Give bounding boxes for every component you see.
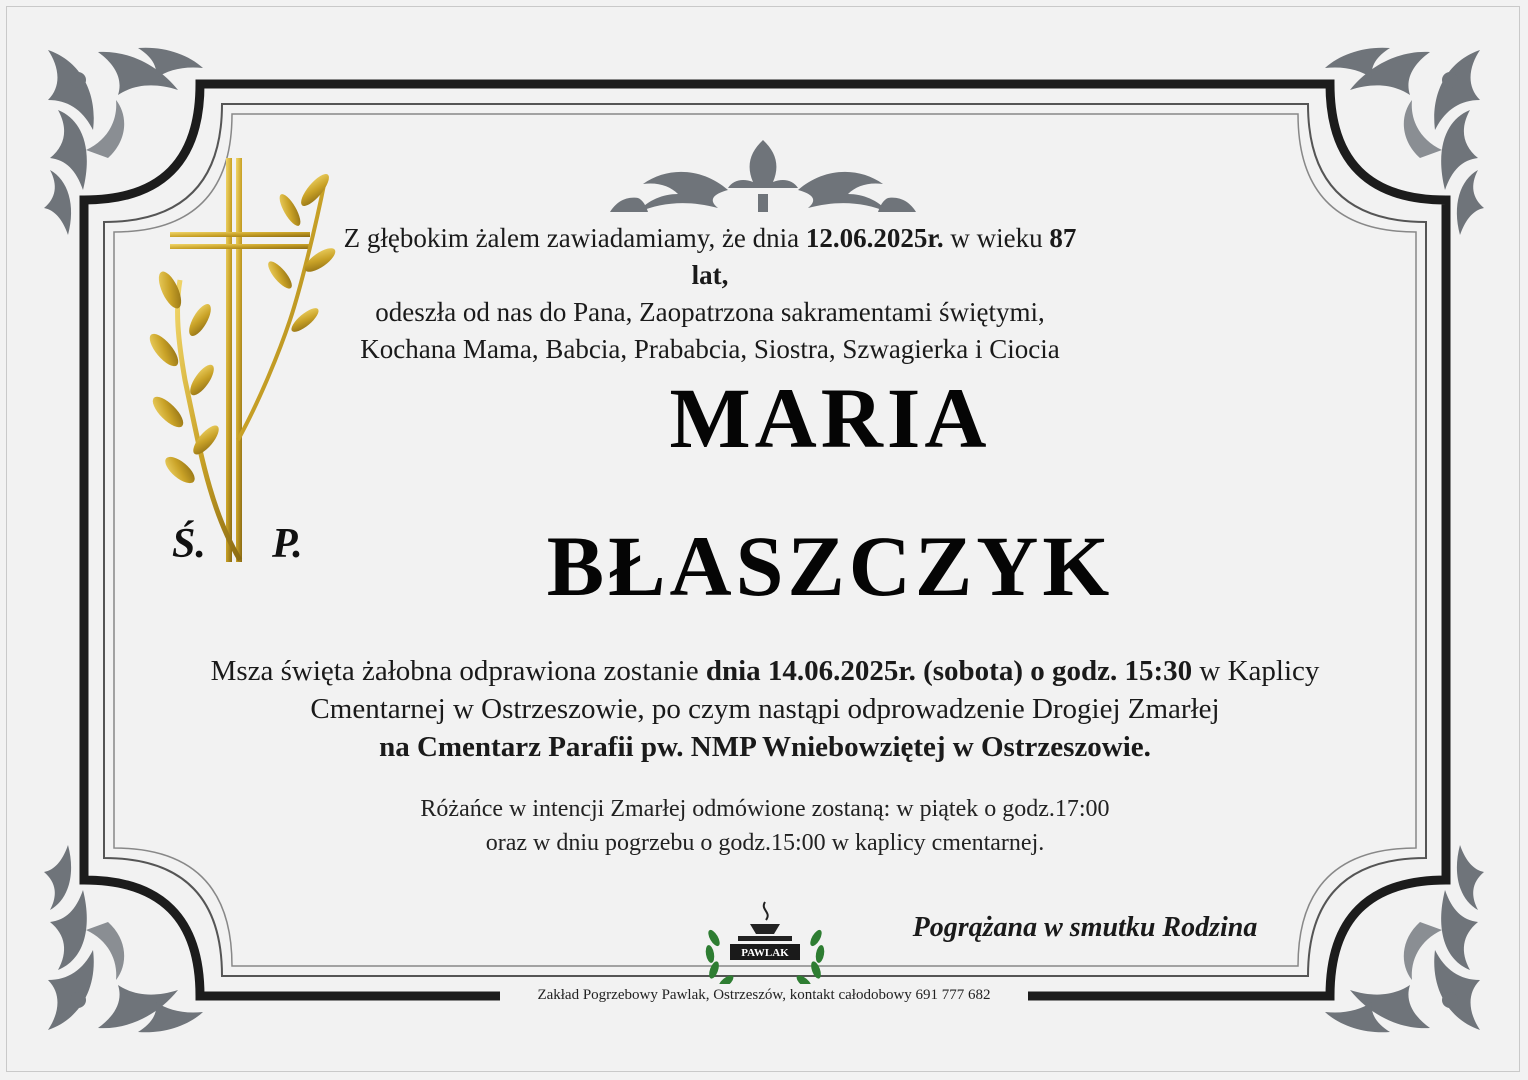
intro-line-1 xyxy=(330,220,1090,294)
intro-line-1-mid: w wieku xyxy=(943,223,1050,253)
intro-line-3: Kochana Mama, Babcia, Prababcia, Siostra, Szwagierka i Ciocia xyxy=(360,334,1060,364)
deceased-first-name: MARIA xyxy=(669,370,991,466)
mass-line-1-end: w Kaplicy xyxy=(1192,655,1320,687)
mass-line-2: Cmentarnej w Ostrzeszowie, po czym nastąpi odprowadzenie Drogiej Zmarłej xyxy=(310,693,1220,725)
funeral-home-logo-icon xyxy=(700,898,830,990)
logo-name: PAWLAK xyxy=(741,947,789,959)
mass-line-1 xyxy=(140,652,1390,690)
rosary-line-2: oraz w dniu pogrzebu o godz.15:00 w kaplicy cmentarnej. xyxy=(485,830,1045,856)
cross-with-olive-branch-icon xyxy=(140,150,340,570)
mass-line-3 xyxy=(140,728,1390,766)
corner-ornament-icon xyxy=(1320,40,1490,240)
death-date: 12.06.2025r. xyxy=(805,223,944,253)
family-signature: Pogrążana w smutku Rodzina xyxy=(912,912,1258,943)
mass-date-time: dnia 14.06.2025r. (sobota) o godz. 15:30 xyxy=(705,655,1193,687)
intro-line-1-start: Z głębokim żalem zawiadamiamy, że dnia xyxy=(343,223,806,253)
rosary-info xyxy=(340,792,1190,860)
mass-line-1-start: Msza święta żałobna odprawiona zostanie xyxy=(210,655,706,687)
deceased-last-name: BŁASZCZYK xyxy=(546,518,1114,614)
top-ornament-icon xyxy=(608,138,918,218)
cemetery-name: na Cmentarz Parafii pw. NMP Wniebowziętej w Ostrzeszowie. xyxy=(379,731,1151,763)
sp-right-letter: P. xyxy=(272,521,303,567)
sp-left-letter: Ś. xyxy=(172,521,206,567)
mass-info xyxy=(140,652,1390,766)
rosary-line-1: Różańce w intencji Zmarłej odmówione zostaną: w piątek o godz.17:00 xyxy=(420,796,1110,822)
intro-line-2: odeszła od nas do Pana, Zaopatrzona sakramentami świętymi, xyxy=(375,297,1045,327)
corner-ornament-icon xyxy=(38,840,208,1040)
age: 87 lat, xyxy=(691,223,1077,290)
corner-ornament-icon xyxy=(1320,840,1490,1040)
footer-contact: Zakład Pogrzebowy Pawlak, Ostrzeszów, kontakt całodobowy 691 777 682 xyxy=(500,984,1028,1006)
intro-text xyxy=(330,220,1090,368)
